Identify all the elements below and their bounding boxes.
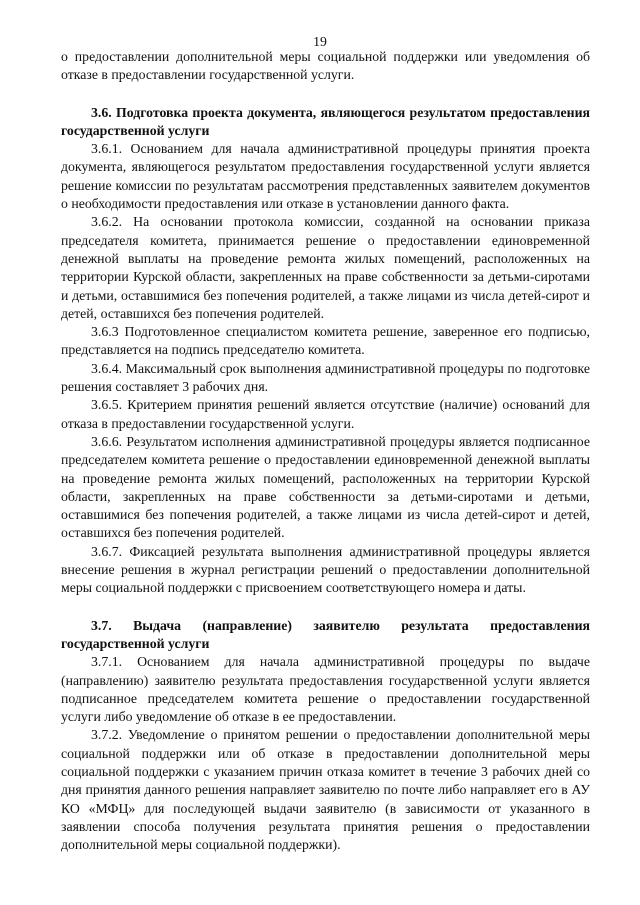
paragraph-3-7-1: 3.7.1. Основанием для начала административной процедуры по выдаче (направлению) заявителю результата предоставления государственной услуги является подписанное председателем комитета решение о предоставлении государственной услуги либо уведомление об отказе в ее предоставлении. [61,654,590,725]
paragraph-3-6-4: 3.6.4. Максимальный срок выполнения административной процедуры по подготовке решения составляет 3 рабочих дня. [61,360,590,395]
paragraph-3-6-7: 3.6.7. Фиксацией результата выполнения административной процедуры является внесение решения в журнал регистрации решений о предоставлении дополнительной меры социальной поддержки с присвоением соответствующего номера и даты. [61,543,590,596]
spacer [61,598,590,617]
paragraph-3-6-6: 3.6.6. Результатом исполнения административной процедуры является подписанное председателем комитета решение о предоставлении единовременной денежной выплаты на проведение ремонта жилых помещений, расположенных на территории Курской области, закрепленных на праве собственности за детьми-сиротами и детьми, оставшимися без попечения родителей, а также лицами из числа детей-сирот и детей, оставшихся без попечения родителей. [61,433,590,541]
section-heading: 3.7. Выдача (направление) заявителю результата предоставления государственной услуги [61,617,590,651]
spacer [61,85,590,104]
document-body [61,48,590,854]
continuation-paragraph: о предоставлении дополнительной меры социальной поддержки или уведомления об отказе в предоставлении государственной услуги. [61,49,590,83]
section-heading: 3.6. Подготовка проекта документа, являющегося результатом предоставления государственной услуги [61,104,590,138]
section-3-6 [61,104,590,598]
paragraph-3-6-5: 3.6.5. Критерием принятия решений является отсутствие (наличие) оснований для отказа в предоставлении государственной услуги. [61,397,590,431]
paragraph-3-6-3: 3.6.3 Подготовленное специалистом комитета решение, заверенное его подписью, представляется на подпись председателю комитета. [61,324,590,358]
page-number: 19 [313,34,327,49]
paragraph-3-7-2: 3.7.2. Уведомление о принятом решении о предоставлении дополнительной меры социальной поддержки или об отказе в предоставлении дополнительной меры социальной поддержки с указанием причин отказа комитет в течение 3 рабочих дней со дня принятия данного решения направляет заявителю по почте либо направляет его в АУ КО «МФЦ» для последующей выдачи заявителю (в зависимости от указанного в заявлении способа получения результата принятия решения о предоставлении дополнительной меры социальной поддержки). [61,727,590,853]
paragraph-3-6-2: 3.6.2. На основании протокола комиссии, созданной на основании приказа председателя комитета, принимается решение о предоставлении единовременной денежной выплаты на проведение ремонта жилых помещений, расположенных на территории Курской области, закрепленных на праве собственности за детьми-сиротами и детьми, оставшимися без попечения родителей, а также лицами из числа детей-сирот и детей, оставшихся без попечения родителей. [61,214,590,321]
section-3-7 [61,617,590,855]
paragraph-3-6-1: 3.6.1. Основанием для начала административной процедуры принятия проекта документа, являющегося результатом предоставления государственной услуги является решение комиссии по результатам рассмотрения представленных заявителем документов о необходимости предоставления или отказе в установлении данного факта. [61,141,590,212]
